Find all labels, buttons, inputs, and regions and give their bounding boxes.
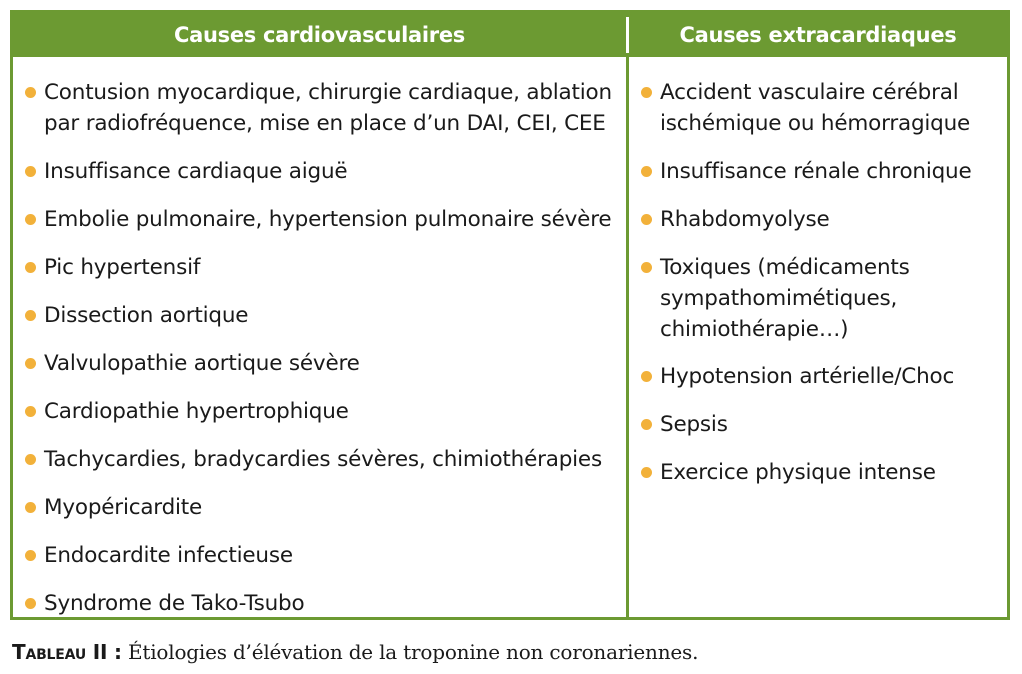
item-text: Hypotension artérielle/Choc xyxy=(660,364,955,389)
bullet-icon xyxy=(25,166,36,177)
item-text: Embolie pulmonaire, hypertension pulmonaire sévère xyxy=(44,207,612,232)
list-item xyxy=(13,252,634,283)
header-extracardiac: Causes extracardiaques xyxy=(679,23,957,47)
list-item xyxy=(13,396,634,427)
item-text: Valvulopathie aortique sévère xyxy=(44,351,360,376)
table-header-row xyxy=(13,13,1007,57)
bullet-icon xyxy=(641,214,652,225)
caption-text: Étiologies d’élévation de la troponine non coronariennes. xyxy=(121,640,699,664)
list-item xyxy=(629,361,1010,392)
bullet-icon xyxy=(25,406,36,417)
list-item xyxy=(629,409,1010,440)
bullet-icon xyxy=(641,419,652,430)
item-text: Dissection aortique xyxy=(44,303,249,328)
list-item xyxy=(13,204,634,235)
bullet-icon xyxy=(25,454,36,465)
item-text: Endocardite infectieuse xyxy=(44,543,293,568)
item-text: Accident vasculaire cérébral ischémique ou hémorragique xyxy=(660,80,971,136)
table-caption xyxy=(12,640,698,664)
list-item xyxy=(13,492,634,523)
list-item xyxy=(629,457,1010,488)
list-item xyxy=(13,588,634,619)
item-text: Rhabdomyolyse xyxy=(660,207,830,232)
bullet-icon xyxy=(641,87,652,98)
bullet-icon xyxy=(25,310,36,321)
bullet-icon xyxy=(25,598,36,609)
item-text: Myopéricardite xyxy=(44,495,203,520)
list-item xyxy=(13,77,634,139)
header-cardiovascular: Causes cardiovasculaires xyxy=(174,23,465,47)
item-text: Contusion myocardique, chirurgie cardiaque, ablation par radiofréquence, mise en place d’un DAI, CEI, CEE xyxy=(44,80,612,136)
bullet-icon xyxy=(641,262,652,273)
item-text: Syndrome de Tako-Tsubo xyxy=(44,591,305,616)
item-text: Insuffisance rénale chronique xyxy=(660,159,972,184)
list-item xyxy=(629,77,1010,139)
list-item xyxy=(13,300,634,331)
bullet-icon xyxy=(641,166,652,177)
item-text: Cardiopathie hypertrophique xyxy=(44,399,349,424)
item-text: Sepsis xyxy=(660,412,728,437)
list-item xyxy=(629,156,1010,187)
item-text: Pic hypertensif xyxy=(44,255,201,280)
bullet-icon xyxy=(25,87,36,98)
bullet-icon xyxy=(25,262,36,273)
bullet-icon xyxy=(25,550,36,561)
list-item xyxy=(629,204,1010,235)
list-item xyxy=(629,252,1010,345)
caption-label: Tableau II : xyxy=(12,640,122,664)
item-text: Tachycardies, bradycardies sévères, chimiothérapies xyxy=(44,447,602,472)
bullet-icon xyxy=(25,502,36,513)
list-item xyxy=(13,348,634,379)
bullet-icon xyxy=(641,371,652,382)
list-item xyxy=(13,156,634,187)
bullet-icon xyxy=(25,358,36,369)
list-item xyxy=(13,540,634,571)
etiology-table xyxy=(10,10,1010,620)
bullet-icon xyxy=(641,467,652,478)
bullet-icon xyxy=(25,214,36,225)
item-text: Exercice physique intense xyxy=(660,460,936,485)
item-text: Toxiques (médicaments sympathomimétiques, chimiothérapie…) xyxy=(660,255,910,342)
item-text: Insuffisance cardiaque aiguë xyxy=(44,159,348,184)
list-item xyxy=(13,444,634,475)
